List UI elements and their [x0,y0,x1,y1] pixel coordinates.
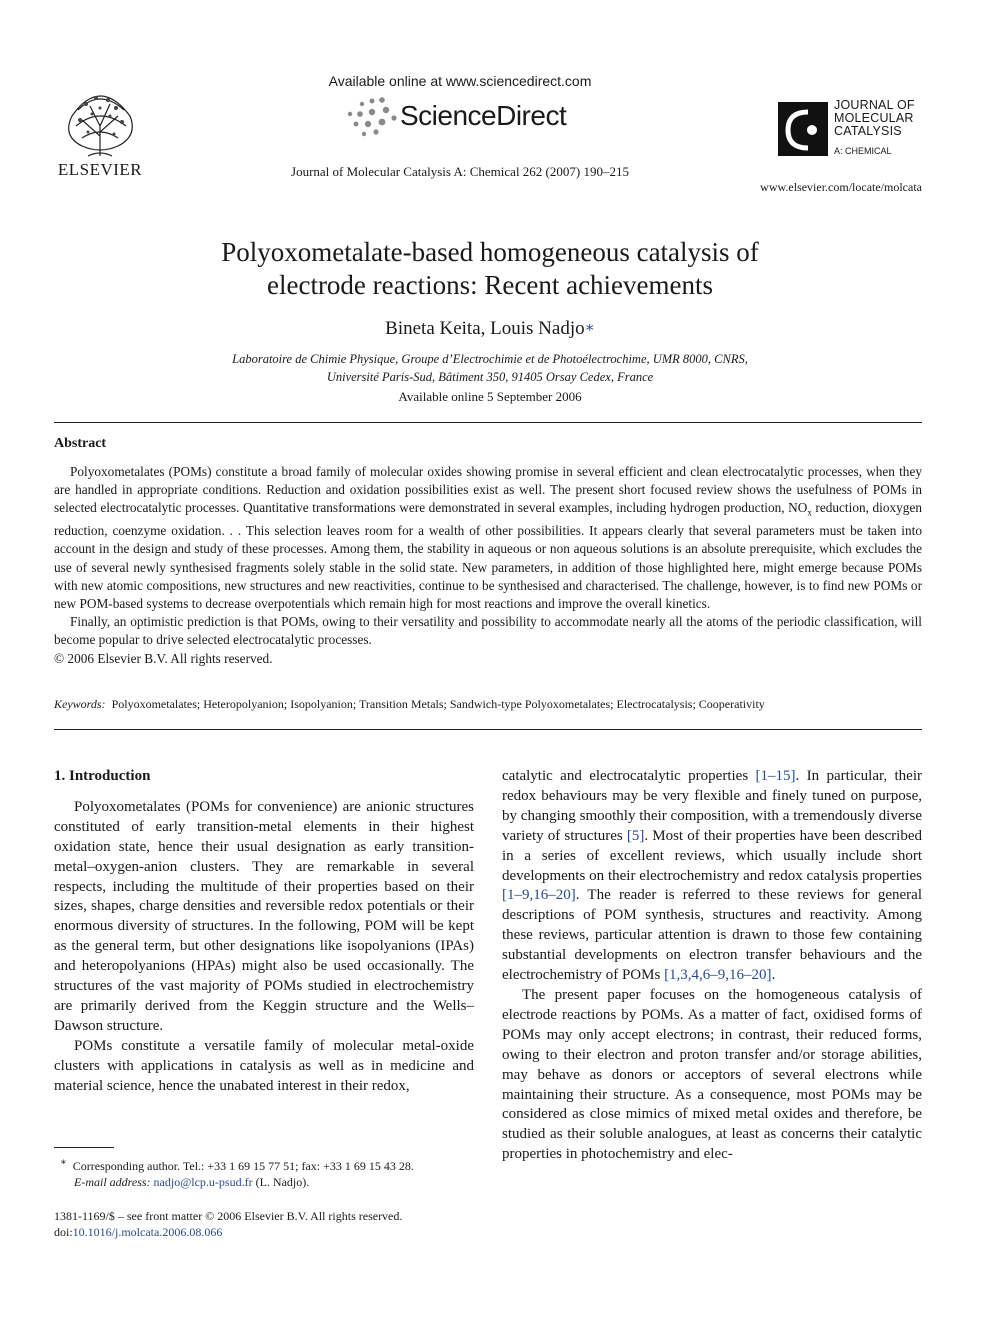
body-paragraph: POMs constitute a versatile family of molecular metal-oxide clusters with applications in catalysis as well as in medicine and material science, hence the unabated interest in their redox, [54,1037,474,1094]
article-authors: Bineta Keita, Louis Nadjo∗ [385,318,595,339]
citation-link[interactable]: [1–9,16–20] [502,887,576,904]
issn-line: 1381-1169/$ – see front matter © 2006 Elsevier B.V. All rights reserved. [54,1209,403,1223]
citation-link[interactable]: [1–15] [755,768,796,784]
body-paragraph: The present paper focuses on the homogeneous catalysis of electrode reactions by POMs. As a matter of fact, oxidised forms of POMs may only accept electrons; in contrast, their reduced forms, owing to their electron and proton transfer and/or storage abilities, may behave as donors or acceptors of several electrons while maintaining their structure. As a consequence, most POMs may be considered as close mimics of mixed metal oxides and therefore, be studied as their soluble analogues, at least as concerns their catalytic properties in photochemistry and elec- [502,986,922,1163]
doi-link[interactable]: 10.1016/j.molcata.2006.08.066 [72,1225,223,1239]
abstract-paragraph: Polyoxometalates (POMs) constitute a broad family of molecular oxides showing promise in several efficient and clean electrocatalytic processes, when they are handled in appropriate conditions. Reduction and oxidation possibilities exist as well. The present short focused review shows the usefulness of POMs in selected electrocatalytic processes. Quantitative transformations were demonstrated in several examples, including hydrogen production, $NO_x$ reduction, dioxygen reduction, coenzyme oxidation. . . This selection leaves room for a wealth of other possibilities. It appears clearly that several parameters must be taken into account in the design and study of these processes. Among them, the stability in aqueous or non aqueous solutions is an absolute prerequisite, which excludes the use of several newly synthesised fragments solely stable in the solid state. New parameters, in addition of those highlighted here, might emerge because POMs with new atomic compositions, new structures and new reactivities, continue to be synthesised and characterised. The challenge, however, is to find new POMs or new POM-based systems to decrease overpotentials which remain high for most reactions and improve the overall kinetics. [54,464,922,612]
abstract-heading: Abstract [54,436,107,451]
available-online-at[interactable]: Available online at www.sciencedirect.com [328,73,592,89]
article-title: Polyoxometalate-based homogeneous catalysis of electrode reactions: Recent achievements [221,237,759,300]
divider-top [54,422,922,423]
body-column-right [502,767,922,1165]
email-link[interactable]: nadjo@lcp.u-psud.fr [153,1175,253,1189]
front-matter [54,1208,494,1240]
footnote [54,1155,474,1190]
publisher-name: ELSEVIER [57,160,143,179]
journal-logo-mark [778,102,828,156]
abstract-copyright: © 2006 Elsevier B.V. All rights reserved. [54,650,273,666]
abstract-body [54,463,922,668]
keywords [54,697,922,712]
corresponding-author-mark[interactable]: ∗ [584,320,595,336]
body-paragraph: catalytic and electrocatalytic properties [1–15]. In particular, their redox behaviours may be very flexible and finely tuned on purpose, by changing smoothly their composition, with a tremendously diverse variety of structures [5]. Most of their properties have been described in a series of excellent reviews, which usually include short developments on their electrochemistry and redox catalysis properties [1–9,16–20]. The reader is referred to these reviews for general descriptions of POM synthesis, structures and reactivity. Among these reviews, particular attention is drawn to those few containing substantial developments on electron transfer behaviours and the electrochemistry of POMs [1,3,4,6–9,16–20]. [502,768,922,984]
divider-bottom [54,729,922,730]
catalysis-c-icon [778,102,828,156]
footnote-email: E-mail address: nadjo@lcp.u-psud.fr (L. Nadjo). [74,1175,310,1189]
journal-logo-subtitle: A: CHEMICAL [834,146,892,156]
journal-url-link[interactable]: www.elsevier.com/locate/molcata [760,180,922,194]
available-online-date: Available online 5 September 2006 [398,389,582,404]
citation-link[interactable]: [5] [626,827,645,844]
footnote-corresponding: ∗ Corresponding author. Tel.: +33 1 69 15 77 51; fax: +33 1 69 15 43 28. [60,1157,414,1173]
journal-logo-title: JOURNAL OF MOLECULAR CATALYSIS [834,98,915,138]
sciencedirect-wordmark: ScienceDirect [400,100,567,131]
keywords-list: Polyoxometalates; Heteropolyanion; Isopolyanion; Transition Metals; Sandwich-type Polyoxometalates; Electrocatalysis; Cooperativity [111,697,765,711]
keywords-label: Keywords: [54,697,106,711]
author-affiliation: Laboratoire de Chimie Physique, Groupe d’Electrochimie et de Photoélectrochime, UMR 8000, CNRS, Université Paris-Sud, Bâtiment 350, 91405 Orsay Cedex, France [232,352,748,384]
footnote-rule [54,1147,114,1148]
doi-line: doi:10.1016/j.molcata.2006.08.066 [54,1225,223,1239]
body-column-left [54,767,474,1097]
citation-link[interactable]: [1,3,4,6–9,16–20] [664,967,772,984]
abstract-paragraph: Finally, an optimistic prediction is that POMs, owing to their versatility and possibility to accommodate nearly all the atoms of the periodic classification, will become popular to drive selected electrocatalytic processes. [54,614,922,648]
body-paragraph: Polyoxometalates (POMs for convenience) are anionic structures constituted of early transition-metal elements in their highest oxidation state, hence their usual designation as early transition-metal–oxygen-anion clusters. They are remarkable in several respects, including the multitude of their properties based on their sizes, shapes, charge densities and reversible redox potentials or their enormous diversity of structures. In the following, POM will be kept as the general term, but other designations like isopolyanions (IPAs) and heteropolyanions (HPAs) might also be used occasionally. The structures of the vast majority of POMs studied in electrochemistry are primarily derived from the Keggin structure and the Wells–Dawson structure. [54,798,474,1034]
journal-citation: Journal of Molecular Catalysis A: Chemical 262 (2007) 190–215 [291,164,629,179]
section-heading: 1. Introduction [54,768,151,784]
